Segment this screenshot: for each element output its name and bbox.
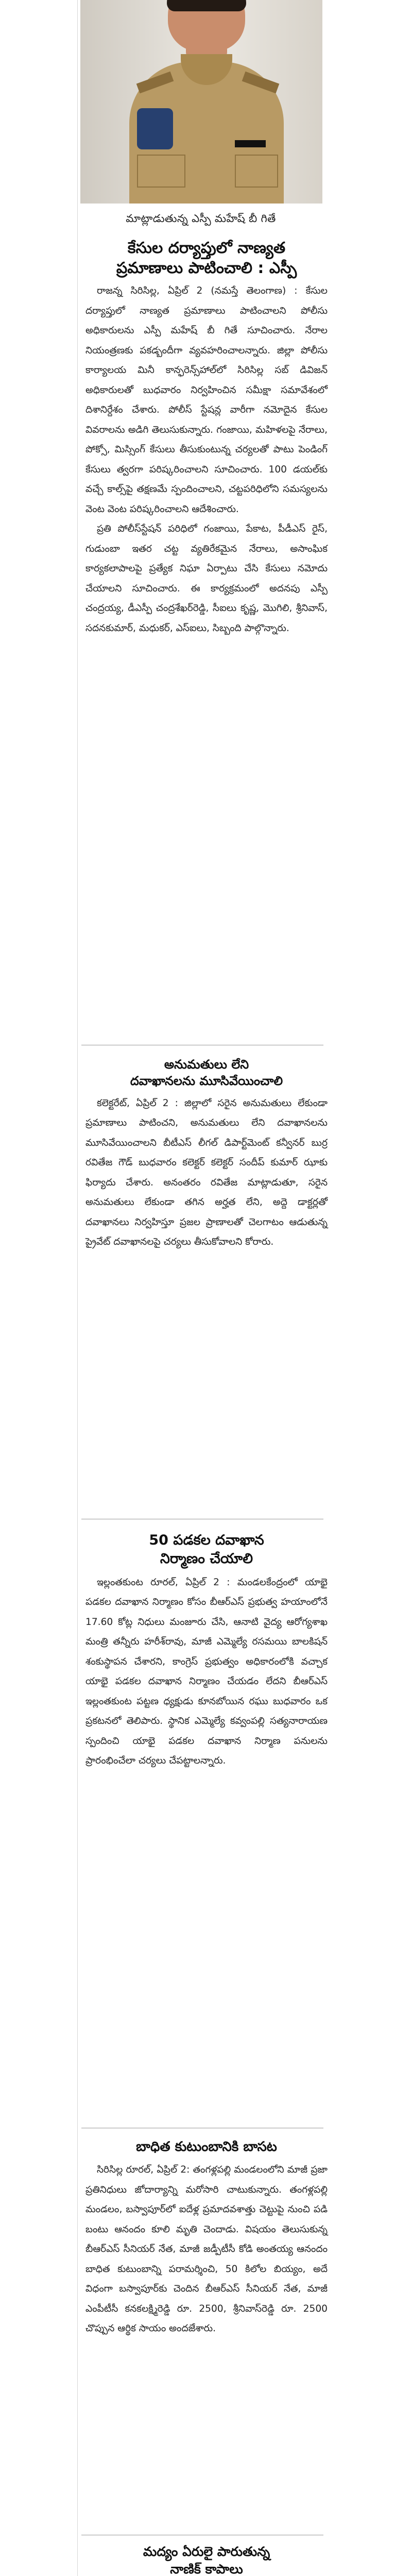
police-badge-icon	[137, 108, 173, 149]
article3-headline-line2: నిర్మాణం చేయాలి	[160, 1551, 253, 1567]
article4-body	[85, 2160, 328, 2339]
article2-paragraph: కలెక్టరేట్, ఏప్రిల్ 2 : జిల్లాలో సరైన అనుమతులు లేకుండా ప్రమాణాలు పాటించని, అనుమతులు లేని దవాఖానలను మూసివేయించాలని బీటీఎస్ లీగల్ డిపార్ట్‌మెంట్ కన్వీనర్ బుర్ర రవితేజ గౌడ్ బుధవారం కలెక్టర్ కలెక్టర్ సందీప్ కుమార్ ఝాకు ఫిర్యాదు చేశారు. అనంతరం రవితేజ మాట్లాడుతూ, సరైన అనుమతులు లేకుండా తగిన అర్హత లేని, అద్దె డాక్టర్లతో దవాఖానలు నిర్వహిస్తూ ప్రజల ప్రాణాలతో చెలగాటం ఆడుతున్న ప్రైవేట్ దవాఖానలపై చర్యలు తీసుకోవాలని కోరారు.	[85, 1097, 328, 1248]
article-50-bed-hospital	[85, 1531, 328, 1771]
article-case-investigation	[85, 238, 328, 638]
article4-headline: బాధిత కుటుంబానికి బాసట	[136, 2139, 277, 2155]
article1-headline-line1: కేసుల దర్యాప్తులో నాణ్యత	[127, 239, 286, 257]
article3-paragraph: ఇల్లంతకుంట రూరల్, ఏప్రిల్ 2 : మండలకేంద్రంలో యాభై పడకల దవాఖాన నిర్మాణం కోసం బీఆర్‌ఎస్ ప్రభుత్వ హయాంలోనే 17.60 కోట్ల నిధులు మంజూరు చేసి, ఆనాటి వైద్య ఆరోగ్యశాఖ మంత్రి తన్నీరు హరీశ్‌రావు, మాజీ ఎమ్మెల్యే రసమయి బాలకిషన్ శంకుస్థాపన చేశారని, కాంగ్రెస్ ప్రభుత్వం అధికారంలోకి వచ్చాక యాభై పడకల దవాఖాన నిర్మాణం చేయడం లేదని బీఆర్‌ఎస్ ఇల్లంతకుంట పట్టణ ధ్యక్షుడు కూనబోయిన రఘు బుధవారం ఒక ప్రకటనలో తెలిపారు. స్థానిక ఎమ్మెల్యే కవ్వంపల్లి సత్యనారాయణ స్పందించి యాభై పడకల దవాఖాన నిర్మాణ పనులను ప్రారంభించేలా చర్యలు చేపట్టాలన్నారు.	[85, 1577, 328, 1767]
article3-headline-line1: 50 పడకల దవాఖాన	[149, 1532, 264, 1548]
article3-body	[85, 1573, 328, 1771]
column-divider	[77, 0, 78, 2576]
article5-headline-line1: మద్యం ఏరులై పారుతున్న	[143, 2544, 270, 2559]
article-liquor	[85, 2543, 328, 2576]
newspaper-column	[77, 0, 376, 2576]
article1-paragraph: ప్రతి పోలీస్‌స్టేషన్ పరిధిలో గంజాయి, పేకాట, పీడీఎస్ రైస్, గుడుంబా ఇతర చట్ట వ్యతిరేకమైన నేరాలు, అసాంఘిక కార్యకలాపాలపై ప్రత్యేక నిఘా ఏర్పాటు చేసి కేసులు నమోదు చేయాలని సూచించారు. ఈ కార్యక్రమంలో అదనపు ఎస్పీ చంద్రయ్య, డీఎస్పీ చంద్రశేఖర్‌రెడ్డి, సీఐలు కృష్ణ, మొగిలి, శ్రీనివాస్, సదనకుమార్, మధుకర్, ఎస్ఐలు, సిబ్బంది పాల్గొన్నారు.	[85, 523, 328, 634]
article1-headline-line2: ప్రమాణాలు పాటించాలి : ఎస్పీ	[116, 259, 297, 277]
sp-photo	[80, 0, 322, 204]
article2-headline-line1: అనుమతులు లేని	[164, 1057, 249, 1072]
article2-headline-line2: దవాఖానలను మూసివేయించాలి	[130, 1074, 283, 1089]
article5-headline-line2: నాణిక్ కాపాలు	[170, 2561, 243, 2576]
article2-body	[85, 1094, 328, 1252]
photo-caption: మాట్లాడుతున్న ఎస్పీ మహేష్ బీ గితే	[126, 212, 276, 225]
article4-paragraph: సిరిసిల్ల రూరల్, ఏప్రిల్ 2: తంగళ్లపల్లి మండలంలోని మాజీ ప్రజా ప్రతినిధులు జోదార్యాన్ని మరోసారి చాటుకున్నారు. తంగళ్లపల్లి మండలం, బస్వాపూర్‌లో ఐదేళ్ల ప్రమాదవశాత్తు చెట్టుపై నుంచి పడి బంటు ఆనందం కూలి మృతి చెందాడు. విషయం తెలుసుకున్న బీఆర్‌ఎస్ సీనియర్ నేత, మాజీ జడ్పీటీసీ కోడి అంతయ్య ఆనందం బాధిత కుటుంబాన్ని పరామర్శించి, 50 కిలోల బియ్యం, అదే విధంగా బస్వాపూర్‌కు చెందిన బీఆర్‌ఎస్ సీనియర్ నేత, మాజీ ఎంపీటీసీ కనకలక్ష్మిరెడ్డి రూ. 2500, శ్రీనివాస్‌రెడ్డి రూ. 2500 చొప్పున ఆర్థిక సాయం అందజేశారు.	[85, 2164, 328, 2334]
article-family-support	[85, 2138, 328, 2339]
article-hospitals	[85, 1056, 328, 1252]
article1-body	[85, 281, 328, 638]
article1-paragraph: రాజన్న సిరిసిల్ల, ఏప్రిల్ 2 (నమస్తే తెలంగాణ) : కేసుల దర్యాప్తులో నాణ్యత ప్రమాణాలు పాటించాలని పోలీసు అధికారులను ఎస్పీ మహేష్ బీ గితే సూచించారు. నేరాల నియంత్రణకు పకడ్బందీగా వ్యవహరించాలన్నారు. జిల్లా పోలీసు కార్యాలయ మినీ కాన్ఫరెన్స్‌హాల్‌లో సిరిసిల్ల సబ్ డివిజన్ అధికారులతో బుధవారం నిర్వహించిన సమీక్షా సమావేశంలో దిశానిర్దేశం చేశారు. పోలీస్ స్టేషన్ల వారీగా నమోదైన కేసుల వివరాలను అడిగి తెలుసుకున్నారు. గంజాయి, మహిళలపై నేరాలు, పోక్సో, మిస్సింగ్ కేసులు తీసుకుంటున్న చర్యలతో పాటు పెండింగ్ కేసులు త్వరగా పరిష్కరించాలని సూచించారు. 100 డయల్‌కు వచ్చే కాల్స్‌పై తక్షణమే స్పందించాలని, చట్టపరిధిలోని సమస్యలను వెంట వెంట పరిష్కరించాలని ఆదేశించారు.	[85, 285, 328, 515]
